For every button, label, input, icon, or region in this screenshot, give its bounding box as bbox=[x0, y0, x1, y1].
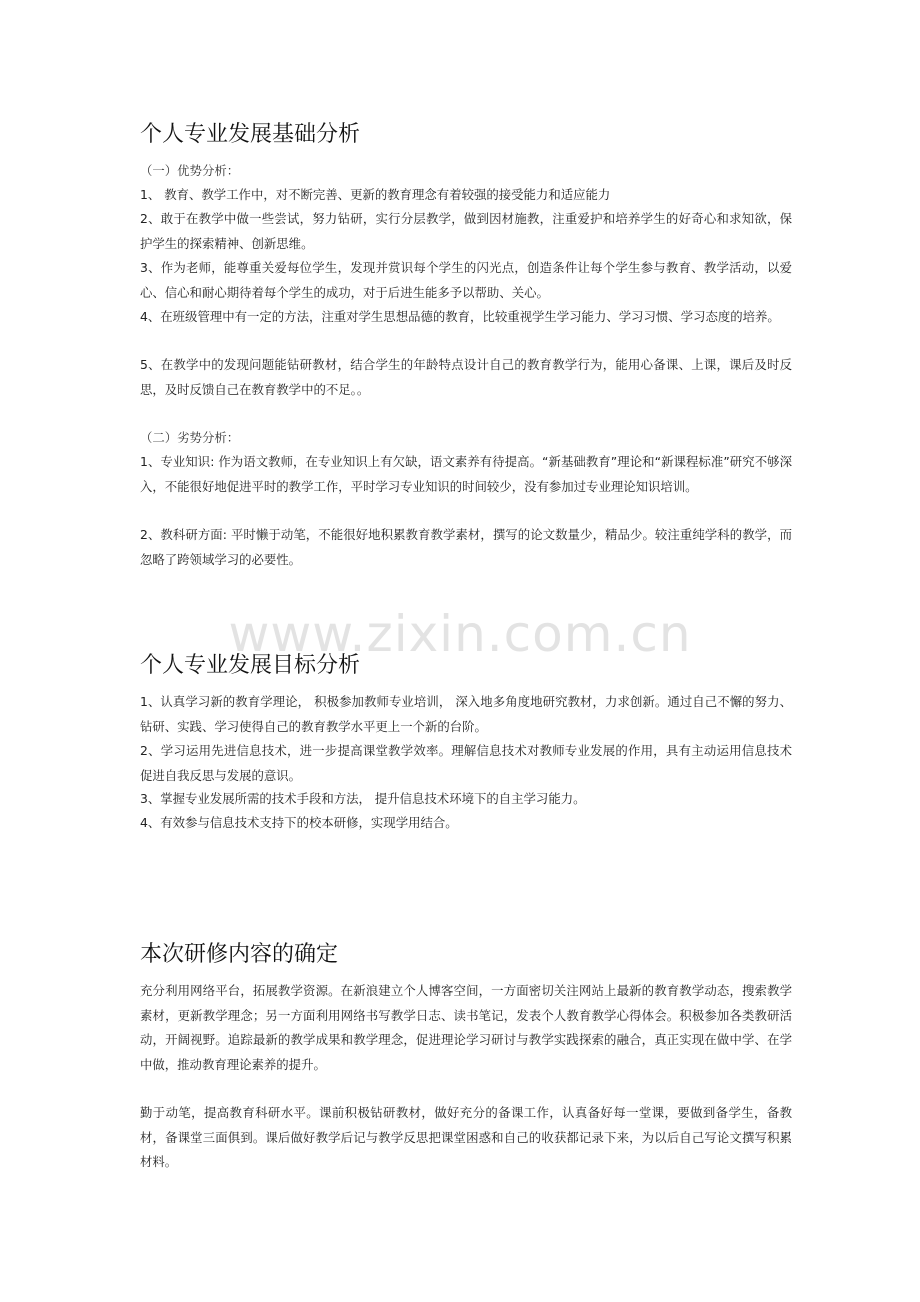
disadvantage-heading: （二）劣势分析： bbox=[140, 430, 240, 445]
advantage-item-2: 2、敢于在教学中做一些尝试，努力钻研，实行分层教学，做到因材施教，注重爱护和培养学生的好奇心和求知欲，保护学生的探索精神、创新思维。 bbox=[140, 211, 792, 251]
study-paragraph-1: 充分利用网络平台，拓展教学资源。在新浪建立个人博客空间，一方面密切关注网站上最新的教育教学动态，搜索教学素材，更新教学理念；另一方面利用网络书写教学日志、读书笔记，发表个人教育教学心得体会。积极参加各类教研活动，开阔视野。追踪最新的教学成果和教学理念，促进理论学习研讨与教学实践探索的融合，真正实现在做中学、在学中做，推动教育理论素养的提升。 bbox=[140, 983, 792, 1072]
goal-item-4: 4、有效参与信息技术支持下的校本研修，实现学用结合。 bbox=[140, 815, 458, 830]
advantage-item-3: 3、作为老师，能尊重关爱每位学生，发现并赏识每个学生的闪光点，创造条件让每个学生参与教育、教学活动，以爱心、信心和耐心期待着每个学生的成功，对于后进生能多予以帮助、关心。 bbox=[140, 260, 792, 300]
watermark: www.zixin.com.cn bbox=[228, 605, 692, 663]
section-title-study-content: 本次研修内容的确定 bbox=[140, 942, 339, 967]
study-paragraph-2: 勤于动笔，提高教育科研水平。课前积极钻研教材，做好充分的备课工作，认真备好每一堂课，要做到备学生，备教材，备课堂三面俱到。课后做好教学后记与教学反思把课堂困惑和自己的收获都记录下来，为以后自己写论文撰写积累材料。 bbox=[140, 1105, 792, 1169]
advantage-item-5: 5、在教学中的发现问题能钻研教材，结合学生的年龄特点设计自己的教育教学行为，能用心备课、上课，课后及时反思，及时反馈自己在教育教学中的不足。。 bbox=[140, 357, 792, 397]
goal-item-1: 1、认真学习新的教育学理论， 积极参加教师专业培训， 深入地多角度地研究教材，力求创新。通过自己不懈的努力、钻研、实践、学习使得自己的教育教学水平更上一个新的台阶。 bbox=[140, 694, 792, 734]
advantage-item-4: 4、在班级管理中有一定的方法，注重对学生思想品德的教育，比较重视学生学习能力、学习习惯、学习态度的培养。 bbox=[140, 309, 780, 324]
advantage-heading: （一）优势分析： bbox=[140, 163, 240, 178]
goal-item-3: 3、掌握专业发展所需的技术手段和方法， 提升信息技术环境下的自主学习能力。 bbox=[140, 791, 586, 806]
section-title-goals: 个人专业发展目标分析 bbox=[140, 653, 361, 678]
section-title-foundation: 个人专业发展基础分析 bbox=[140, 122, 361, 147]
advantage-item-1: 1、 教育、教学工作中，对不断完善、更新的教育理念有着较强的接受能力和适应能力 bbox=[140, 187, 611, 202]
disadvantage-item-2: 2、教科研方面: 平时懒于动笔，不能很好地积累教育教学素材，撰写的论文数量少，精品少。较注重纯学科的教学，而忽略了跨领域学习的必要性。 bbox=[140, 527, 792, 567]
disadvantage-item-1: 1、专业知识: 作为语文教师，在专业知识上有欠缺，语文素养有待提高。“新基础教育”理论和“新课程标准”研究不够深入，不能很好地促进平时的教学工作，平时学习专业知识的时间较少，没有参加过专业理论知识培训。 bbox=[140, 454, 792, 494]
goal-item-2: 2、学习运用先进信息技术，进一步提高课堂教学效率。理解信息技术对教师专业发展的作用，具有主动运用信息技术促进自我反思与发展的意识。 bbox=[140, 743, 792, 783]
